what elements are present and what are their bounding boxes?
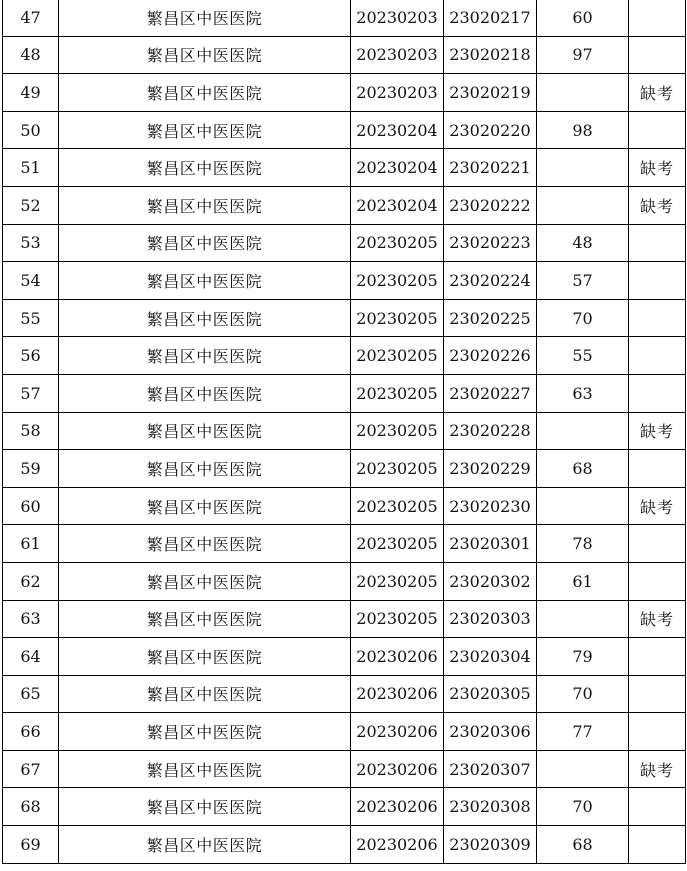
score-cell: 68 bbox=[537, 826, 629, 864]
table-row bbox=[3, 675, 686, 713]
row-number-cell: 48 bbox=[3, 36, 59, 74]
remark-cell bbox=[629, 374, 686, 412]
unit-name-cell: 繁昌区中医医院 bbox=[59, 675, 351, 713]
ticket-number-cell: 23020303 bbox=[444, 600, 537, 638]
ticket-number-cell: 23020218 bbox=[444, 36, 537, 74]
unit-name-cell: 繁昌区中医医院 bbox=[59, 525, 351, 563]
table-row bbox=[3, 186, 686, 224]
table-row bbox=[3, 337, 686, 375]
score-cell: 70 bbox=[537, 299, 629, 337]
unit-name-cell: 繁昌区中医医院 bbox=[59, 224, 351, 262]
row-number-cell: 62 bbox=[3, 562, 59, 600]
ticket-number-cell: 23020224 bbox=[444, 262, 537, 300]
row-number-cell: 60 bbox=[3, 487, 59, 525]
row-number-cell: 56 bbox=[3, 337, 59, 375]
ticket-number-cell: 23020220 bbox=[444, 111, 537, 149]
score-cell bbox=[537, 412, 629, 450]
unit-name-cell: 繁昌区中医医院 bbox=[59, 337, 351, 375]
unit-name-cell: 繁昌区中医医院 bbox=[59, 713, 351, 751]
score-cell bbox=[537, 149, 629, 187]
exam-date-cell: 20230206 bbox=[351, 713, 444, 751]
table-row bbox=[3, 750, 686, 788]
table-row bbox=[3, 412, 686, 450]
remark-cell bbox=[629, 450, 686, 488]
table-row bbox=[3, 562, 686, 600]
exam-date-cell: 20230205 bbox=[351, 224, 444, 262]
remark-cell bbox=[629, 36, 686, 74]
unit-name-cell: 繁昌区中医医院 bbox=[59, 74, 351, 112]
ticket-number-cell: 23020222 bbox=[444, 186, 537, 224]
remark-cell bbox=[629, 713, 686, 751]
exam-date-cell: 20230203 bbox=[351, 36, 444, 74]
unit-name-cell: 繁昌区中医医院 bbox=[59, 826, 351, 864]
unit-name-cell: 繁昌区中医医院 bbox=[59, 0, 351, 36]
ticket-number-cell: 23020225 bbox=[444, 299, 537, 337]
row-number-cell: 51 bbox=[3, 149, 59, 187]
row-number-cell: 47 bbox=[3, 0, 59, 36]
remark-cell: 缺考 bbox=[629, 186, 686, 224]
unit-name-cell: 繁昌区中医医院 bbox=[59, 412, 351, 450]
table-body bbox=[3, 0, 686, 863]
row-number-cell: 54 bbox=[3, 262, 59, 300]
score-cell: 97 bbox=[537, 36, 629, 74]
remark-cell bbox=[629, 638, 686, 676]
score-cell bbox=[537, 186, 629, 224]
table-row bbox=[3, 638, 686, 676]
row-number-cell: 57 bbox=[3, 374, 59, 412]
remark-cell bbox=[629, 262, 686, 300]
remark-cell bbox=[629, 337, 686, 375]
score-cell: 63 bbox=[537, 374, 629, 412]
row-number-cell: 59 bbox=[3, 450, 59, 488]
unit-name-cell: 繁昌区中医医院 bbox=[59, 562, 351, 600]
score-cell: 55 bbox=[537, 337, 629, 375]
table-row bbox=[3, 74, 686, 112]
ticket-number-cell: 23020307 bbox=[444, 750, 537, 788]
remark-cell: 缺考 bbox=[629, 487, 686, 525]
score-table bbox=[2, 0, 686, 864]
remark-cell bbox=[629, 788, 686, 826]
ticket-number-cell: 23020306 bbox=[444, 713, 537, 751]
ticket-number-cell: 23020301 bbox=[444, 525, 537, 563]
score-cell: 78 bbox=[537, 525, 629, 563]
unit-name-cell: 繁昌区中医医院 bbox=[59, 450, 351, 488]
table-row bbox=[3, 788, 686, 826]
row-number-cell: 68 bbox=[3, 788, 59, 826]
remark-cell: 缺考 bbox=[629, 412, 686, 450]
score-cell: 70 bbox=[537, 788, 629, 826]
score-cell: 70 bbox=[537, 675, 629, 713]
ticket-number-cell: 23020304 bbox=[444, 638, 537, 676]
score-cell: 57 bbox=[537, 262, 629, 300]
table-row bbox=[3, 149, 686, 187]
row-number-cell: 69 bbox=[3, 826, 59, 864]
ticket-number-cell: 23020226 bbox=[444, 337, 537, 375]
row-number-cell: 65 bbox=[3, 675, 59, 713]
table-row bbox=[3, 36, 686, 74]
table-row bbox=[3, 487, 686, 525]
exam-date-cell: 20230204 bbox=[351, 111, 444, 149]
exam-date-cell: 20230205 bbox=[351, 487, 444, 525]
table-row bbox=[3, 450, 686, 488]
exam-date-cell: 20230204 bbox=[351, 149, 444, 187]
ticket-number-cell: 23020219 bbox=[444, 74, 537, 112]
row-number-cell: 49 bbox=[3, 74, 59, 112]
score-cell bbox=[537, 74, 629, 112]
exam-date-cell: 20230206 bbox=[351, 675, 444, 713]
remark-cell bbox=[629, 675, 686, 713]
exam-date-cell: 20230205 bbox=[351, 299, 444, 337]
score-cell: 61 bbox=[537, 562, 629, 600]
ticket-number-cell: 23020217 bbox=[444, 0, 537, 36]
table-row bbox=[3, 262, 686, 300]
ticket-number-cell: 23020230 bbox=[444, 487, 537, 525]
table-row bbox=[3, 299, 686, 337]
table-row bbox=[3, 525, 686, 563]
remark-cell bbox=[629, 562, 686, 600]
exam-date-cell: 20230205 bbox=[351, 262, 444, 300]
table-row bbox=[3, 600, 686, 638]
row-number-cell: 58 bbox=[3, 412, 59, 450]
remark-cell: 缺考 bbox=[629, 750, 686, 788]
row-number-cell: 67 bbox=[3, 750, 59, 788]
exam-date-cell: 20230204 bbox=[351, 186, 444, 224]
exam-date-cell: 20230203 bbox=[351, 0, 444, 36]
score-cell bbox=[537, 600, 629, 638]
score-cell bbox=[537, 487, 629, 525]
exam-date-cell: 20230205 bbox=[351, 525, 444, 563]
unit-name-cell: 繁昌区中医医院 bbox=[59, 36, 351, 74]
exam-date-cell: 20230206 bbox=[351, 826, 444, 864]
exam-date-cell: 20230203 bbox=[351, 74, 444, 112]
exam-date-cell: 20230205 bbox=[351, 562, 444, 600]
remark-cell bbox=[629, 111, 686, 149]
ticket-number-cell: 23020227 bbox=[444, 374, 537, 412]
ticket-number-cell: 23020302 bbox=[444, 562, 537, 600]
unit-name-cell: 繁昌区中医医院 bbox=[59, 600, 351, 638]
unit-name-cell: 繁昌区中医医院 bbox=[59, 638, 351, 676]
remark-cell: 缺考 bbox=[629, 600, 686, 638]
exam-date-cell: 20230205 bbox=[351, 450, 444, 488]
exam-date-cell: 20230205 bbox=[351, 374, 444, 412]
score-cell: 48 bbox=[537, 224, 629, 262]
table-row bbox=[3, 374, 686, 412]
remark-cell bbox=[629, 0, 686, 36]
ticket-number-cell: 23020221 bbox=[444, 149, 537, 187]
remark-cell bbox=[629, 525, 686, 563]
score-cell: 60 bbox=[537, 0, 629, 36]
remark-cell bbox=[629, 224, 686, 262]
row-number-cell: 61 bbox=[3, 525, 59, 563]
unit-name-cell: 繁昌区中医医院 bbox=[59, 186, 351, 224]
remark-cell bbox=[629, 299, 686, 337]
remark-cell: 缺考 bbox=[629, 149, 686, 187]
row-number-cell: 63 bbox=[3, 600, 59, 638]
unit-name-cell: 繁昌区中医医院 bbox=[59, 111, 351, 149]
ticket-number-cell: 23020305 bbox=[444, 675, 537, 713]
ticket-number-cell: 23020228 bbox=[444, 412, 537, 450]
score-cell: 79 bbox=[537, 638, 629, 676]
unit-name-cell: 繁昌区中医医院 bbox=[59, 299, 351, 337]
exam-date-cell: 20230205 bbox=[351, 337, 444, 375]
unit-name-cell: 繁昌区中医医院 bbox=[59, 750, 351, 788]
table-row bbox=[3, 0, 686, 36]
row-number-cell: 52 bbox=[3, 186, 59, 224]
score-cell: 98 bbox=[537, 111, 629, 149]
unit-name-cell: 繁昌区中医医院 bbox=[59, 149, 351, 187]
table-row bbox=[3, 826, 686, 864]
table-row bbox=[3, 224, 686, 262]
exam-date-cell: 20230205 bbox=[351, 600, 444, 638]
ticket-number-cell: 23020308 bbox=[444, 788, 537, 826]
score-cell bbox=[537, 750, 629, 788]
ticket-number-cell: 23020309 bbox=[444, 826, 537, 864]
row-number-cell: 53 bbox=[3, 224, 59, 262]
table-row bbox=[3, 713, 686, 751]
row-number-cell: 66 bbox=[3, 713, 59, 751]
ticket-number-cell: 23020229 bbox=[444, 450, 537, 488]
score-cell: 68 bbox=[537, 450, 629, 488]
row-number-cell: 55 bbox=[3, 299, 59, 337]
ticket-number-cell: 23020223 bbox=[444, 224, 537, 262]
exam-date-cell: 20230206 bbox=[351, 788, 444, 826]
row-number-cell: 50 bbox=[3, 111, 59, 149]
score-cell: 77 bbox=[537, 713, 629, 751]
exam-date-cell: 20230206 bbox=[351, 750, 444, 788]
unit-name-cell: 繁昌区中医医院 bbox=[59, 262, 351, 300]
remark-cell: 缺考 bbox=[629, 74, 686, 112]
remark-cell bbox=[629, 826, 686, 864]
row-number-cell: 64 bbox=[3, 638, 59, 676]
exam-date-cell: 20230206 bbox=[351, 638, 444, 676]
unit-name-cell: 繁昌区中医医院 bbox=[59, 374, 351, 412]
unit-name-cell: 繁昌区中医医院 bbox=[59, 487, 351, 525]
exam-date-cell: 20230205 bbox=[351, 412, 444, 450]
table-row bbox=[3, 111, 686, 149]
unit-name-cell: 繁昌区中医医院 bbox=[59, 788, 351, 826]
